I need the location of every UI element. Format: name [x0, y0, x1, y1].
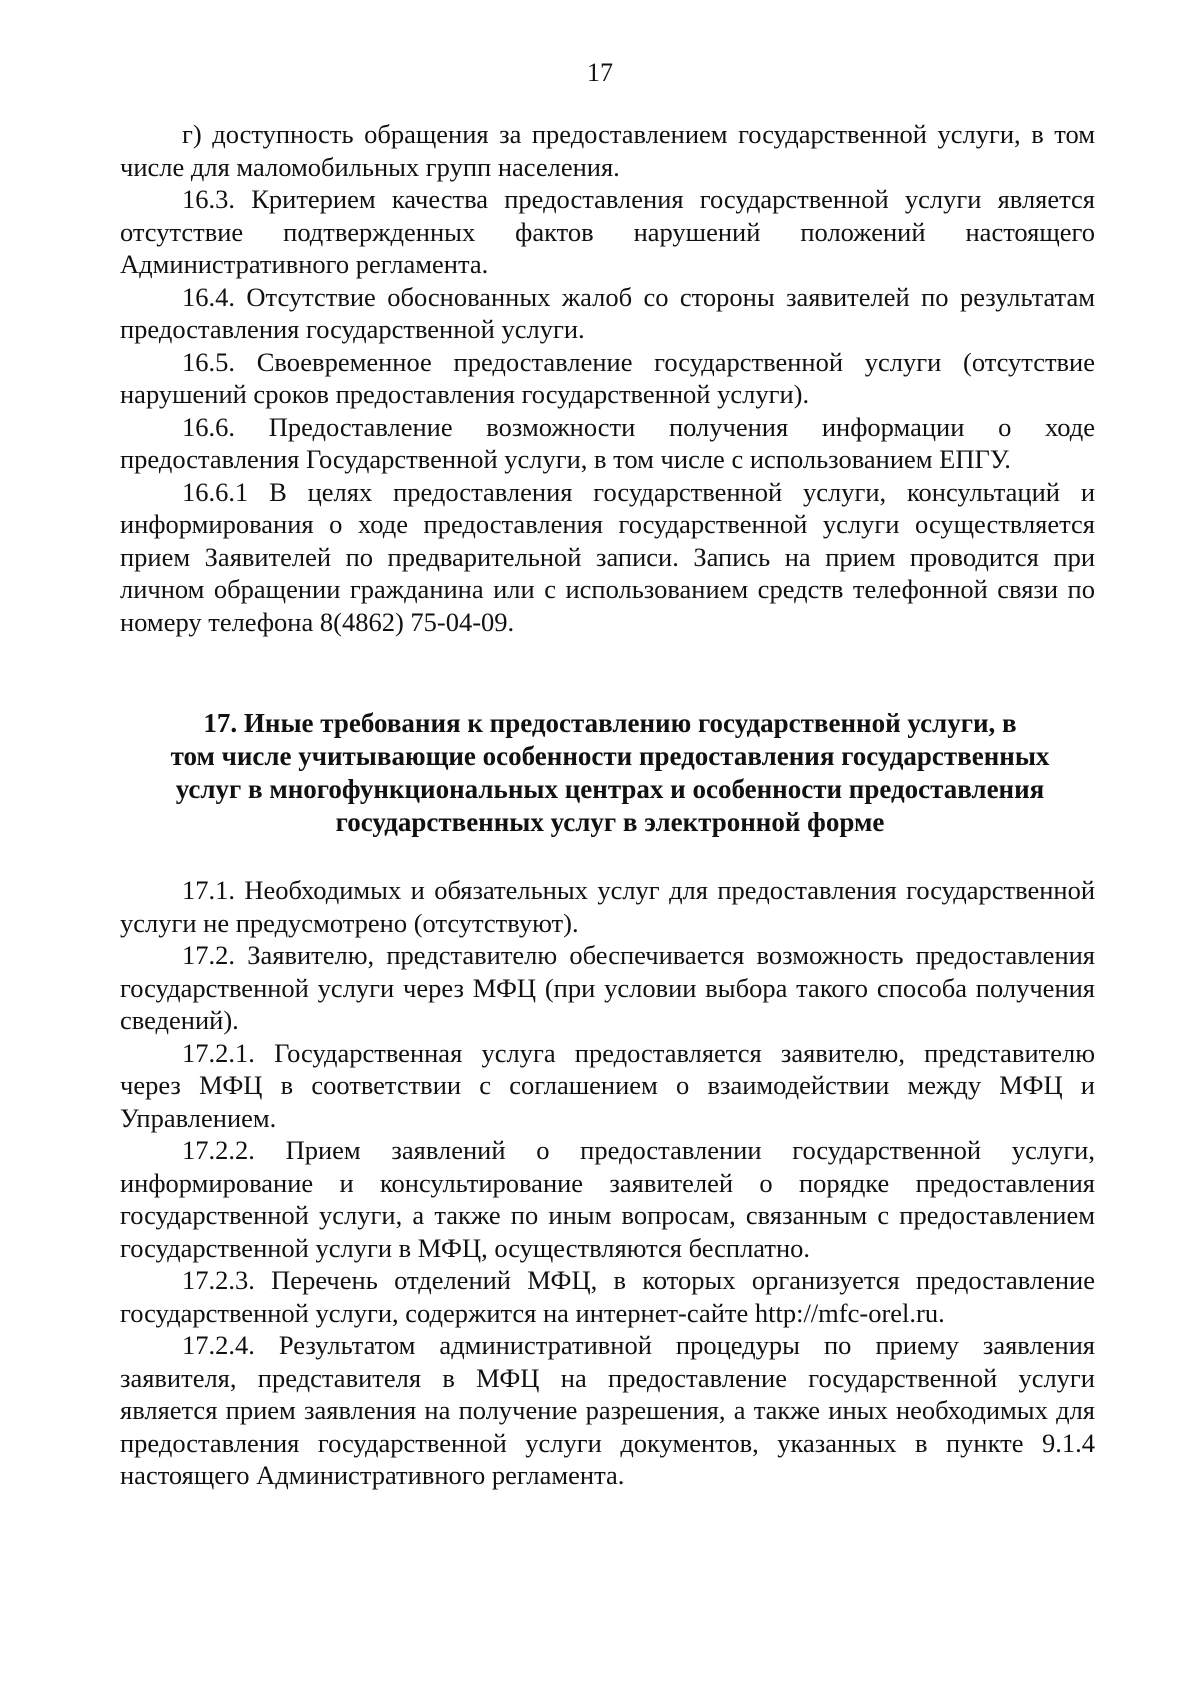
paragraph-17-2-4: 17.2.4. Результатом административной процедуры по приему заявления заявителя, представителя в МФЦ на предоставление государственной услуги является прием заявления на получение разрешения, а также иных необходимых для предоставления государственной услуги документов, указанных в пункте 9.1.4 настоящего Административного регламента.: [120, 1330, 1095, 1490]
section-17-text: [120, 874, 1095, 1492]
section-17-heading: [130, 707, 1090, 839]
heading-line-2: том числе учитывающие особенности предоставления государственных: [170, 741, 1050, 771]
paragraph-16-4: 16.4. Отсутствие обоснованных жалоб со стороны заявителей по результатам предоставления государственной услуги.: [120, 281, 1095, 344]
paragraph-16-6-1: 16.6.1 В целях предоставления государственной услуги, консультаций и информирования о ходе предоставления государственной услуги осуществляется прием Заявителей по предварительной записи. Запись на прием проводится при личном обращении гражданина или с использованием средств телефонной связи по номеру телефона 8(4862) 75-04-09.: [120, 476, 1095, 637]
paragraph-16-6: 16.6. Предоставление возможности получения информации о ходе предоставления Государственной услуги, в том числе с использованием ЕПГУ.: [120, 411, 1095, 474]
paragraph-17-2: 17.2. Заявителю, представителю обеспечивается возможность предоставления государственной услуги через МФЦ (при условии выбора такого способа получения сведений).: [120, 940, 1095, 1035]
paragraph-16-2-g: г) доступность обращения за предоставлением государственной услуги, в том числе для маломобильных групп населения.: [120, 119, 1095, 182]
page-number: 17: [587, 58, 613, 87]
paragraph-16-5: 16.5. Своевременное предоставление государственной услуги (отсутствие нарушений сроков предоставления государственной услуги).: [120, 346, 1095, 409]
heading-line-1: 17. Иные требования к предоставлению государственной услуги, в: [203, 708, 1017, 738]
paragraph-17-2-1: 17.2.1. Государственная услуга предоставляется заявителю, представителю через МФЦ в соответствии с соглашением о взаимодействии между МФЦ и Управлением.: [120, 1037, 1095, 1133]
paragraph-16-3: 16.3. Критерием качества предоставления государственной услуги является отсутствие подтвержденных фактов нарушений положений настоящего Административного регламента.: [120, 184, 1095, 279]
section-16-text: [120, 118, 1095, 638]
heading-line-3: услуг в многофункциональных центрах и особенности предоставления: [175, 774, 1045, 804]
paragraph-17-2-2: 17.2.2. Прием заявлений о предоставлении государственной услуги, информирование и консультирование заявителей о порядке предоставления государственной услуги, а также по иным вопросам, связанным с предоставлением государственной услуги в МФЦ, осуществляются бесплатно.: [120, 1135, 1095, 1263]
paragraph-17-1: 17.1. Необходимых и обязательных услуг для предоставления государственной услуги не предусмотрено (отсутствуют).: [120, 875, 1095, 938]
paragraph-17-2-3: 17.2.3. Перечень отделений МФЦ, в которых организуется предоставление государственной услуги, содержится на интернет-сайте http://mfc-orel.ru.: [120, 1265, 1095, 1328]
heading-line-4: государственных услуг в электронной форме: [335, 807, 885, 837]
